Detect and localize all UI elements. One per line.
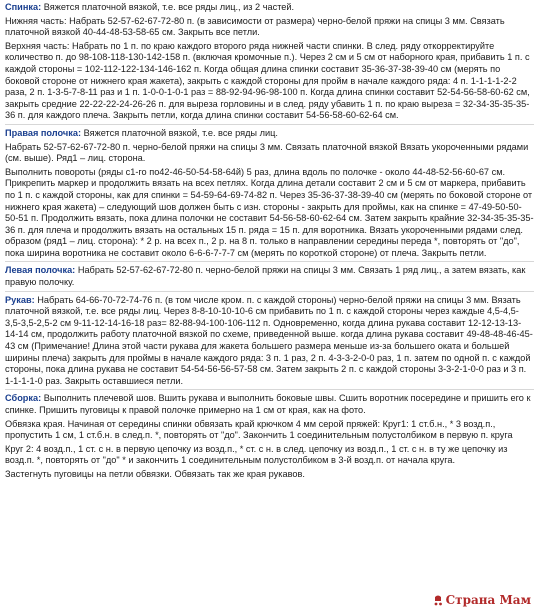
section-heading: Спинка: (5, 2, 42, 12)
divider (5, 389, 534, 390)
divider (5, 124, 534, 125)
section-assembly (5, 393, 534, 416)
section-text: Вяжется платочной вязкой, т.е. все ряды лиц. (83, 127, 278, 138)
section-heading: Правая полочка: (5, 127, 82, 138)
section-text: Набрать 52-57-62-67-72-80 п. черно-белой пряжи на спицы 3 мм. Связать 1 ряд лиц., а затем вязать, как правую полочку. (5, 265, 526, 288)
section-sleeve (5, 295, 534, 388)
section-heading: Левая полочка: (5, 265, 76, 276)
section-right-front-cast-on (5, 142, 534, 165)
section-heading: Сборка: (5, 393, 42, 404)
section-left-front (5, 265, 534, 288)
watermark-text: Страна Мам (445, 593, 531, 607)
section-text: Круг 2: 4 возд.п., 1 ст. с н. в первую цепочку из возд.п., * ст. с н. в след. цепочку из возд.п., 1 ст. с н. в ту же цепочку из возд.п. *, повторять от "до" * и закончить 1 соединительным полустолбиком в 3-й возд.п. от начала круга. (5, 443, 508, 466)
section-text: Набрать 52-57-62-67-72-80 п. черно-белой пряжи на спицы 3 мм. Связать платочной вязкой Вязать укороченными рядами (см. выше). Ряд1 – лиц. сторона. (5, 141, 529, 164)
section-edging-round-1 (5, 419, 534, 442)
section-text: Набрать 64-66-70-72-74-76 п. (в том числе кром. п. с каждой стороны) черно-белой пряжи на спицы 3 мм. Вязать платочной вязкой, т.е. все ряды лиц. Через 8-8-10-10-10-6 см прибавить по 1 п. с каждой стороны через каждые 4,5-4,5-3,5-3,5-2,5-2 см 9-11-12-14-16-18 раз= 82-88-94-100-106-112 п. Одновременно, когда длина рукава составит 12-12-13-13-14-14 см, продолжить работу платочной вязкой по схеме, приведенной выше. когда длина рукава составит 49-48-48-46-45-43 см (Примечание! Длина этой части рукава для жакета большего размера меньше из-за большего оката и большей ширины плеча) закрыть для проймы в начале каждого ряда: 3 п. 1 раз, 2 п. 4-3-3-2-0-0 раз, 1 п. затем по одной п. с каждой стороны, пока длина рукава не составит 54-54-56-56-57-58 см. Затем закрыть 2 п. с каждой стороны 3-3-2-1-0-0 раз и 3 п. 1-1-1-1-0 раз. Закрыть оставшиеся петли. (5, 294, 533, 386)
section-text: Нижняя часть: Набрать 52-57-62-67-72-80 п. (в зависимости от размера) черно-белой пряжи на спицы 3 мм. Связать платочной вязкой 40-44-48-53-58-65 см. Закрыть все петли. (5, 15, 505, 38)
section-text: Застегнуть пуговицы на петли обвязки. Обвязать так же края рукавов. (5, 468, 305, 479)
divider (5, 261, 534, 262)
section-back-upper (5, 41, 534, 122)
section-finishing (5, 469, 534, 481)
section-heading: Рукав: (5, 294, 35, 305)
divider (5, 291, 534, 292)
section-right-front (5, 128, 534, 140)
section-text: Выполнить повороты (ряды с1-го по42-46-50-54-58-64й) 5 раз, длина вдоль по полочке - около 44-48-52-56-60-67 см. Прикрепить маркер и продолжить вязать на всех петлях. Когда длина детали составит 2 см и 5 см от маркера, прибавить по 1 п. с каждой стороны, как для спинки = 54-59-64-69-74-82 п. Через 35-36-37-38-39-40 см (мерять по боковой стороне от нижнего края жакета) – следующий шов должен быть с изн. стороны - закрыть для проймы, как на спинке = 47-49-50-50-50-51 п. Продолжить вязать, пока длина полочки не составит 54-56-58-60-62-64 см. Затем закрыть крайние 32-34-35-35-35-36 п. для плеча и продолжить вязать на остальных 15 п. ряда = 15 п. для воротника. Вязать укороченными рядами след. образом (ряд1 – лиц. сторона): * 2 р. на всех п., 2 р. на 8 п. только в направлении середины переда *, повторять от "до", пока ширина воротника не составит около 6-6-6-7-7-7 см (мерять по короткой стороне) от плеча. Закрыть петли. (5, 166, 534, 258)
section-text: Обвязка края. Начиная от середины спинки обвязать край крючком 4 мм серой пряжей: Круг1: 1 ст.б.н., * 3 возд.п., пропустить 1 см, 1 ст.б.н. в след.п. *, повторять от "до". Закончить 1 соединительным полустолбиком в первую п. круга (5, 418, 513, 441)
section-text: Верхняя часть: Набрать по 1 п. по краю каждого второго ряда нижней части спинки. В след. ряду откорректируйте количество п. до 98-108-118-130-142-158 п. (включая кромочные п.). Через 2 см и 5 см от наборного края, прибавить 1 п. с каждой стороны = 102-112-122-134-146-162 п. Когда общая длина спинки составит 35-36-37-38-39-40 см (мерять по боковой стороне от нижнего края жакета), закрыть с каждой стороны для пройм в начале каждого ряда: 4 п. 1-1-1-1-2-2 раза, 2 п. 1-3-5-7-8-11 раз и 1 п. 1-0-0-1-0-1 раз = 88-92-94-96-98-100 п. Когда длина спинки составит 52-54-56-58-60-62 см, закрыть средние 22-22-22-24-26-26 п. для выреза горловины и в след. ряду убавить 1 п. по краю выреза = 32-34-35-35-35-36 п. для каждого плеча. Закрыть петли, когда длина спинки составит 54-56-58-60-62-64 см. (5, 40, 530, 121)
site-watermark (431, 593, 533, 607)
section-back-lower (5, 16, 534, 39)
stroller-icon (433, 594, 443, 606)
section-text: Выполнить плечевой шов. Вшить рукава и выполнить боковые швы. Сшить воротник посередине и пришить его к спинке. Пришить пуговицы к правой полочке примерно на 1 см от края, как на фото. (5, 393, 531, 415)
section-right-front-body (5, 167, 534, 260)
section-edging-round-2 (5, 444, 534, 467)
section-back (5, 2, 534, 14)
section-text: Вяжется платочной вязкой, т.е. все ряды лиц., из 2 частей. (43, 2, 295, 12)
